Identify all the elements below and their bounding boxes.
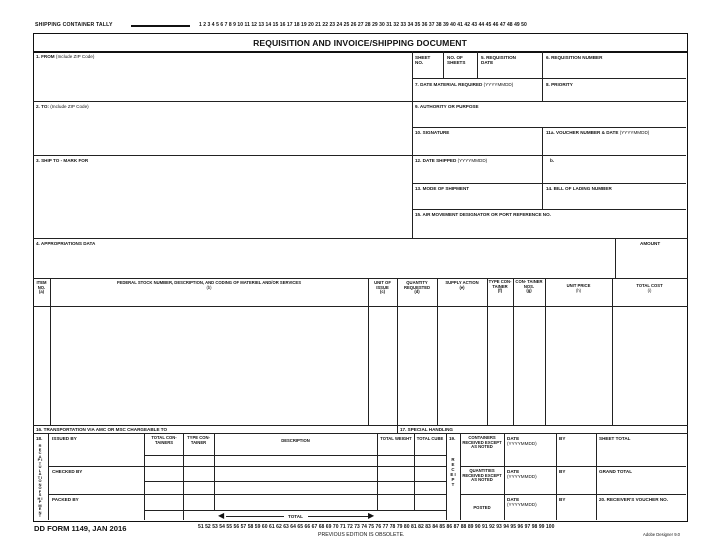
divider [48, 433, 49, 520]
divider [504, 433, 505, 520]
authority-label: 9. AUTHORITY OR PURPOSE [415, 104, 479, 109]
divider [414, 433, 415, 510]
packed-by-label: PACKED BY [52, 497, 79, 502]
posted-label: POSTED [473, 505, 491, 510]
ship-to-label: 3. SHIP TO - MARK FOR [36, 158, 89, 163]
requisition-date-label: 5. REQUISITION DATE [481, 55, 516, 65]
divider [214, 433, 215, 510]
date-label-2: DATE (YYYYMMDD) [507, 469, 537, 479]
total-arrow-line [308, 516, 368, 517]
col-unit-price: UNIT PRICE (h) [566, 283, 591, 293]
divider [397, 425, 398, 433]
tally-rule [131, 25, 190, 27]
tally-numbers-bottom: 51 52 53 54 55 56 57 58 59 60 61 62 63 64 65 66 67 68 69 70 71 72 73 74 75 76 77 78 79 80 81 82 83 84 85 86 87 88 89 90 91 92 93 94 95 96 97 98 99 100 [198, 524, 555, 530]
divider [412, 101, 686, 102]
col-item-no: ITEM NO. (a) [36, 280, 47, 295]
date-shipped-label: 12. DATE SHIPPED (YYYYMMDD) [415, 158, 488, 163]
priority-label: 8. PRIORITY [546, 82, 573, 87]
sheet-total-label: SHEET TOTAL [599, 436, 631, 441]
date-required-label: 7. DATE MATERIAL REQUIRED (YYYYMMDD) [415, 82, 514, 87]
divider [144, 455, 446, 456]
col-type-container: TYPE CON- TAINER (f) [488, 279, 512, 294]
divider [33, 101, 412, 102]
date-label-1: DATE (YYYYMMDD) [507, 436, 537, 446]
total-cube-label: TOTAL CUBE [416, 436, 444, 441]
col-quantity: QUANTITY REQUESTED (d) [403, 280, 431, 295]
containers-received-label: CONTAINERS RECEIVED EXCEPT AS NOTED [462, 435, 502, 450]
bill-of-lading-label: 14. BILL OF LADING NUMBER [546, 186, 612, 191]
form-id: DD FORM 1149, JAN 2016 [34, 524, 127, 533]
divider [144, 433, 145, 520]
divider [48, 494, 446, 495]
receivers-voucher-label: 20. RECEIVER'S VOUCHER NO. [599, 497, 668, 502]
by-label-3: BY [559, 497, 566, 502]
type-container-label: TYPE CON- TAINER [187, 435, 210, 445]
appropriations-label: 4. APPROPRIATIONS DATA [36, 241, 96, 246]
recap-side-label: R E C A P I T U L A T I O N O F S H I P M E N T [37, 443, 43, 518]
divider [33, 278, 688, 279]
divider [443, 51, 444, 78]
requisition-number-label: 6. REQUISITION NUMBER [546, 55, 603, 60]
col-supply-action: SUPPLY ACTION (e) [445, 280, 479, 290]
signature-label: 10. SIGNATURE [415, 130, 450, 135]
divider [596, 433, 597, 520]
divider [144, 481, 446, 482]
total-arrow-left: ◀ [218, 511, 225, 520]
col-unit-of-issue: UNIT OF ISSUE (c) [374, 280, 391, 295]
field-b-label: b. [550, 158, 555, 163]
divider [412, 155, 686, 156]
transportation-label: 16. TRANSPORTATION VIA AMC OR MSC CHARGEABLE TO [36, 427, 168, 432]
to-label: 2. TO: (Include ZIP Code) [36, 104, 89, 109]
section-18-label: 18. [36, 436, 43, 441]
description-label: DESCRIPTION [281, 438, 310, 443]
divider [556, 433, 557, 520]
receipt-side-label: R E C E I P T [450, 457, 456, 487]
divider [412, 209, 686, 210]
quantities-received-label: QUANTITIES RECEIVED EXCEPT AS NOTED [462, 468, 502, 483]
special-handling-label: 17. SPECIAL HANDLING [400, 427, 454, 432]
by-label-1: BY [559, 436, 566, 441]
divider [615, 238, 616, 278]
divider [412, 78, 686, 79]
divider [33, 238, 688, 239]
by-label-2: BY [559, 469, 566, 474]
tally-numbers-top: 1 2 3 4 5 6 7 8 9 10 11 12 13 14 15 16 17 18 19 20 21 22 23 24 25 26 27 28 29 30 31 32 33 34 35 36 37 38 39 40 41 42 43 44 45 46 47 48 49 50 [199, 22, 527, 28]
col-container-nos: CON- TAINER NOS. (g) [515, 279, 543, 294]
divider [460, 466, 686, 467]
no-of-sheets-label: NO. OF SHEETS [447, 55, 466, 65]
col-total-cost: TOTAL COST (i) [636, 283, 663, 293]
divider [412, 183, 686, 184]
title-rule [33, 51, 688, 53]
divider [33, 306, 688, 307]
sheet-no-label: SHEET NO. [415, 55, 431, 65]
total-weight-label: TOTAL WEIGHT [380, 436, 412, 441]
amount-label: AMOUNT [640, 241, 661, 246]
divider [183, 433, 184, 520]
col-fsn: FEDERAL STOCK NUMBER, DESCRIPTION, AND CODING OF MATERIEL AND/OR SERVICES (b) [116, 280, 302, 290]
divider [144, 510, 446, 511]
air-movement-label: 15. AIR MOVEMENT DESIGNATOR OR PORT REFERENCE NO. [415, 212, 551, 217]
total-arrow-right: ▶ [368, 511, 375, 520]
divider [48, 466, 446, 467]
divider [33, 433, 688, 434]
voucher-label: 11a. VOUCHER NUMBER & DATE (YYYYMMDD) [546, 130, 650, 135]
document-title: REQUISITION AND INVOICE/SHIPPING DOCUMENT [253, 38, 467, 48]
divider [542, 127, 543, 209]
divider [542, 51, 543, 101]
total-arrow-line [226, 516, 284, 517]
from-field[interactable] [35, 60, 410, 100]
divider [460, 494, 686, 495]
total-containers-label: TOTAL CON- TAINERS [151, 435, 177, 445]
total-label: TOTAL [288, 514, 303, 519]
grand-total-label: GRAND TOTAL [599, 469, 633, 474]
ship-to-field[interactable] [35, 164, 410, 236]
date-label-3: DATE (YYYYMMDD) [507, 497, 537, 507]
to-field[interactable] [35, 110, 410, 154]
divider [33, 155, 412, 156]
divider [446, 433, 447, 520]
checked-by-label: CHECKED BY [52, 469, 83, 474]
appropriations-field[interactable] [35, 247, 613, 277]
from-label: 1. FROM (Include ZIP Code) [36, 54, 95, 59]
issued-by-label: ISSUED BY [52, 436, 77, 441]
section-19-label: 19. [449, 436, 456, 441]
item-entry-area[interactable] [34, 308, 686, 424]
divider [412, 127, 686, 128]
mode-of-shipment-label: 13. MODE OF SHIPMENT [415, 186, 470, 191]
designer-note: Adobe Designer 9.0 [643, 532, 681, 537]
previous-edition-note: PREVIOUS EDITION IS OBSOLETE. [318, 532, 405, 538]
divider [377, 433, 378, 510]
divider [477, 51, 478, 78]
tally-label: SHIPPING CONTAINER TALLY [35, 22, 113, 28]
divider [33, 425, 688, 426]
